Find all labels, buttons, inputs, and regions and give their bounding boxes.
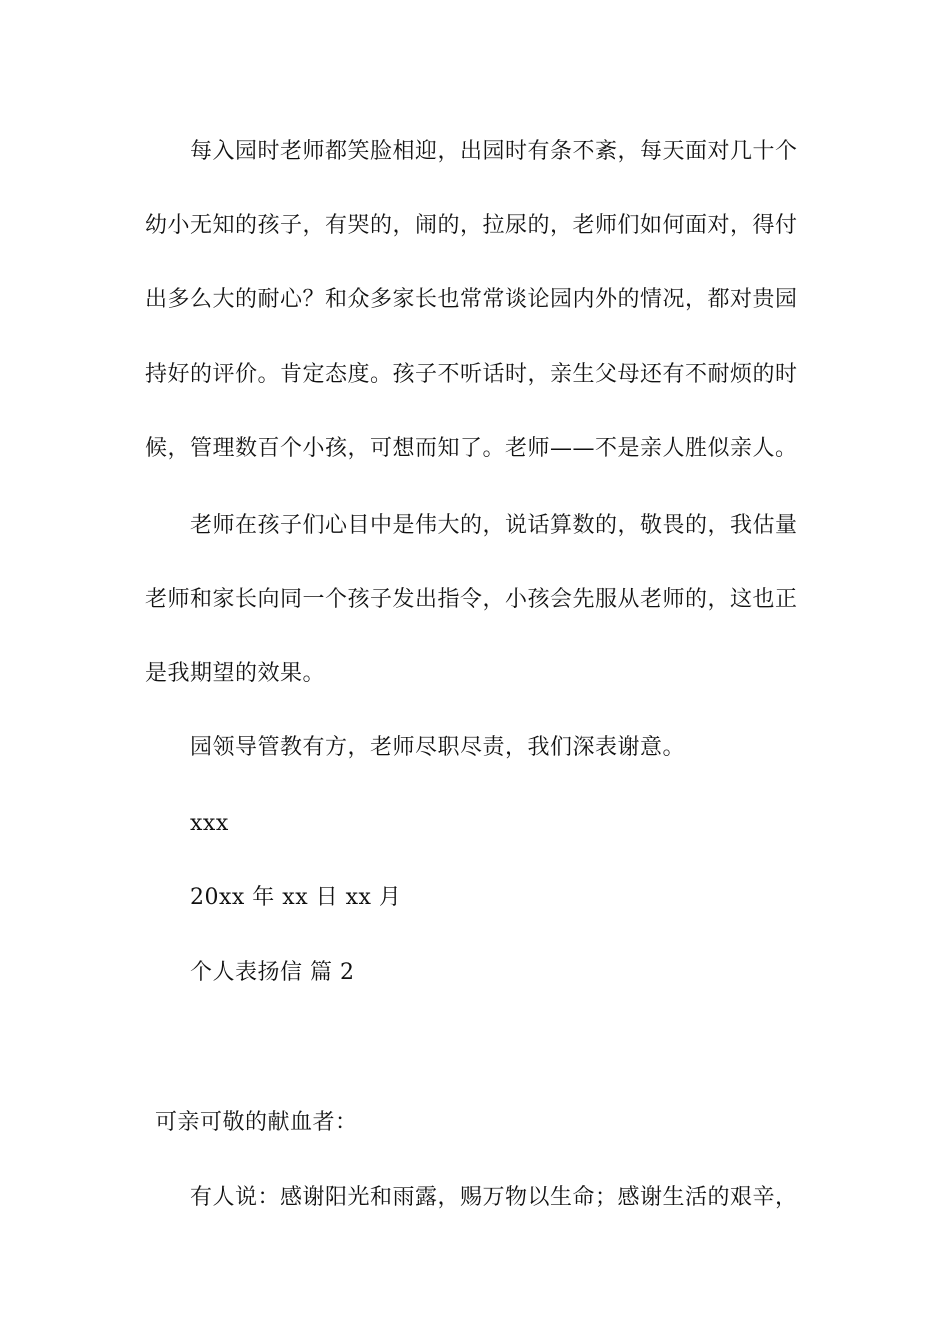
paragraph2-line1: 老师在孩子们心目中是伟大的，说话算数的，敬畏的，我估量: [190, 513, 798, 538]
paragraph2-line2: 老师和家长向同一个孩子发出指令，小孩会先服从老师的，这也正: [145, 587, 798, 612]
date: 20xx 年 xx 日 xx 月: [190, 885, 402, 910]
paragraph1-line2: 幼小无知的孩子，有哭的，闹的，拉尿的，老师们如何面对，得付: [145, 213, 798, 238]
paragraph3: 园领导管教有方，老师尽职尽责，我们深表谢意。: [190, 735, 686, 760]
paragraph1-line1: 每入园时老师都笑脸相迎，出园时有条不紊，每天面对几十个: [190, 139, 798, 164]
paragraph4-line1: 有人说：感谢阳光和雨露，赐万物以生命；感谢生活的艰辛，: [190, 1185, 798, 1210]
paragraph1-line5: 候，管理数百个小孩，可想而知了。老师——不是亲人胜似亲人。: [145, 436, 798, 461]
section-heading: 个人表扬信 篇 2: [190, 960, 355, 985]
paragraph1-line3: 出多么大的耐心？和众多家长也常常谈论园内外的情况，都对贵园: [145, 287, 798, 312]
salutation: 可亲可敬的献血者：: [155, 1110, 358, 1135]
paragraph1-line4: 持好的评价。肯定态度。孩子不听话时，亲生父母还有不耐烦的时: [145, 362, 798, 387]
paragraph2-line3: 是我期望的效果。: [145, 661, 326, 686]
signature: xxx: [190, 811, 229, 836]
